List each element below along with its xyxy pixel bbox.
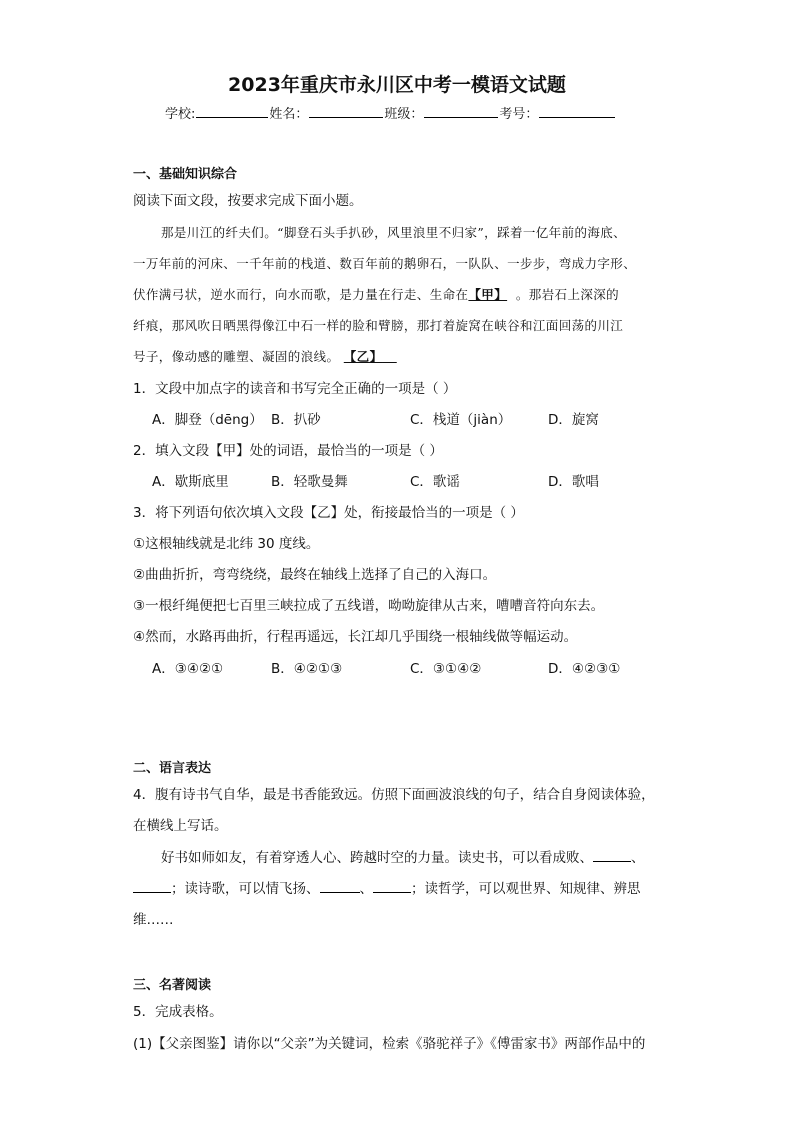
passage-line-1: 那是川江的纤夫们。“脚登石头手扒砂，风里浪里不归家”，踩着一亿年前的海底、: [161, 225, 627, 240]
q3-sentence-1: ①这根轴线就是北纬 30 度线。: [133, 536, 320, 552]
q3-sentence-2: ②曲曲折折，弯弯绕绕，最终在轴线上选择了自己的入海口。: [133, 567, 497, 583]
name-field[interactable]: [309, 105, 383, 118]
q4-blank-3[interactable]: [320, 880, 360, 893]
student-info-line: [165, 103, 616, 122]
section3-heading: 三、名著阅读: [133, 978, 212, 993]
school-label: 学校:: [165, 107, 196, 122]
q4-passage-text-2a: ；读诗歌，可以情飞扬、: [171, 881, 320, 897]
q3-stem: 3．将下列语句依次填入文段【乙】处，衔接最恰当的一项是（ ）: [133, 505, 524, 521]
exam-no-label: 考号：: [499, 107, 539, 122]
passage-line-3-end: 。那岩石上深深的: [515, 287, 620, 302]
q1-option-d[interactable]: D．旋窝: [548, 412, 599, 428]
q3-option-c[interactable]: C．③①④②: [410, 661, 482, 677]
q3-option-b[interactable]: B．④②①③: [271, 661, 343, 677]
q4-passage-text-2c: ；读哲学，可以观世界、知规律、辨思: [411, 881, 641, 897]
class-field[interactable]: [424, 105, 498, 118]
name-label: 姓名：: [269, 107, 309, 122]
passage-line-2: 一万年前的河床、一千年前的栈道、数百年前的鹅卵石，一队队、一步步，弯成力字形、: [133, 256, 637, 271]
page-title: 2023年重庆市永川区中考一模语文试题: [228, 74, 566, 96]
q1-option-b[interactable]: B．扒砂: [271, 412, 321, 428]
blank-jia: 【甲】: [468, 287, 508, 302]
passage-line-3-text: 伏作满弓状，逆水而行，向水而歌，是力量在行走、生命在: [133, 287, 469, 302]
q4-passage-text-1: 好书如师如友，有着穿透人心、跨越时空的力量。读史书，可以看成败、: [161, 850, 593, 866]
passage-line-5: [133, 348, 397, 366]
q4-blank-1[interactable]: [593, 849, 631, 862]
q5-part-1: (1)【父亲图鉴】请你以“父亲”为关键词，检索《骆驼祥子》《傅雷家书》两部作品中的: [133, 1036, 646, 1052]
class-label: 班级：: [384, 107, 424, 122]
q2-option-a[interactable]: A．歇斯底里: [152, 474, 229, 490]
q1-stem: 1．文段中加点字的读音和书写完全正确的一项是（ ）: [133, 381, 457, 397]
q2-option-d[interactable]: D．歌唱: [548, 474, 599, 490]
q4-stem-line-1: 4．腹有诗书气自华，最是书香能致远。仿照下面画波浪线的句子，结合自身阅读体验，: [133, 787, 655, 803]
exam-no-field[interactable]: [539, 105, 615, 118]
q4-blank-2[interactable]: [133, 880, 171, 893]
section2-heading: 二、语言表达: [133, 761, 212, 776]
q4-passage-line-2: [133, 880, 641, 898]
q1-option-c[interactable]: C．栈道（jiàn）: [410, 412, 512, 428]
q4-blank-4[interactable]: [373, 880, 411, 893]
blank-yi: 【乙】: [343, 349, 383, 364]
q4-passage-line-1: [161, 849, 645, 867]
q3-sentence-4: ④然而，水路再曲折，行程再遥远，长江却几乎围绕一根轴线做等幅运动。: [133, 629, 578, 645]
q4-passage-line-3: 维……: [133, 912, 174, 928]
q4-stem-line-2: 在横线上写话。: [133, 818, 228, 834]
q4-passage-text-2b: 、: [359, 881, 373, 897]
section1-heading: 一、基础知识综合: [133, 167, 238, 182]
q2-stem: 2．填入文段【甲】处的词语，最恰当的一项是（ ）: [133, 443, 443, 459]
section1-instruction: 阅读下面文段，按要求完成下面小题。: [133, 193, 363, 209]
q3-option-a[interactable]: A．③④②①: [152, 661, 224, 677]
q4-passage-comma-1: 、: [631, 850, 645, 866]
q2-option-c[interactable]: C．歌谣: [410, 474, 460, 490]
blank-yi-tail: [382, 349, 396, 364]
passage-line-4: 纤痕，那风吹日晒黑得像江中石一样的脸和臂膀，那打着旋窝在峡谷和江面回荡的川江: [133, 318, 624, 333]
passage-line-3: [133, 286, 619, 304]
q2-option-b[interactable]: B．轻歌曼舞: [271, 474, 348, 490]
q3-option-d[interactable]: D．④②③①: [548, 661, 621, 677]
q1-option-a[interactable]: A．脚登（dēng）: [152, 412, 263, 428]
q3-sentence-3: ③一根纤绳便把七百里三峡拉成了五线谱，呦呦旋律从古来，嘈嘈音符向东去。: [133, 598, 605, 614]
q5-stem: 5．完成表格。: [133, 1004, 223, 1020]
passage-line-5-text: 号子，像动感的雕塑、凝固的浪线。: [133, 349, 340, 364]
school-field[interactable]: [196, 105, 268, 118]
